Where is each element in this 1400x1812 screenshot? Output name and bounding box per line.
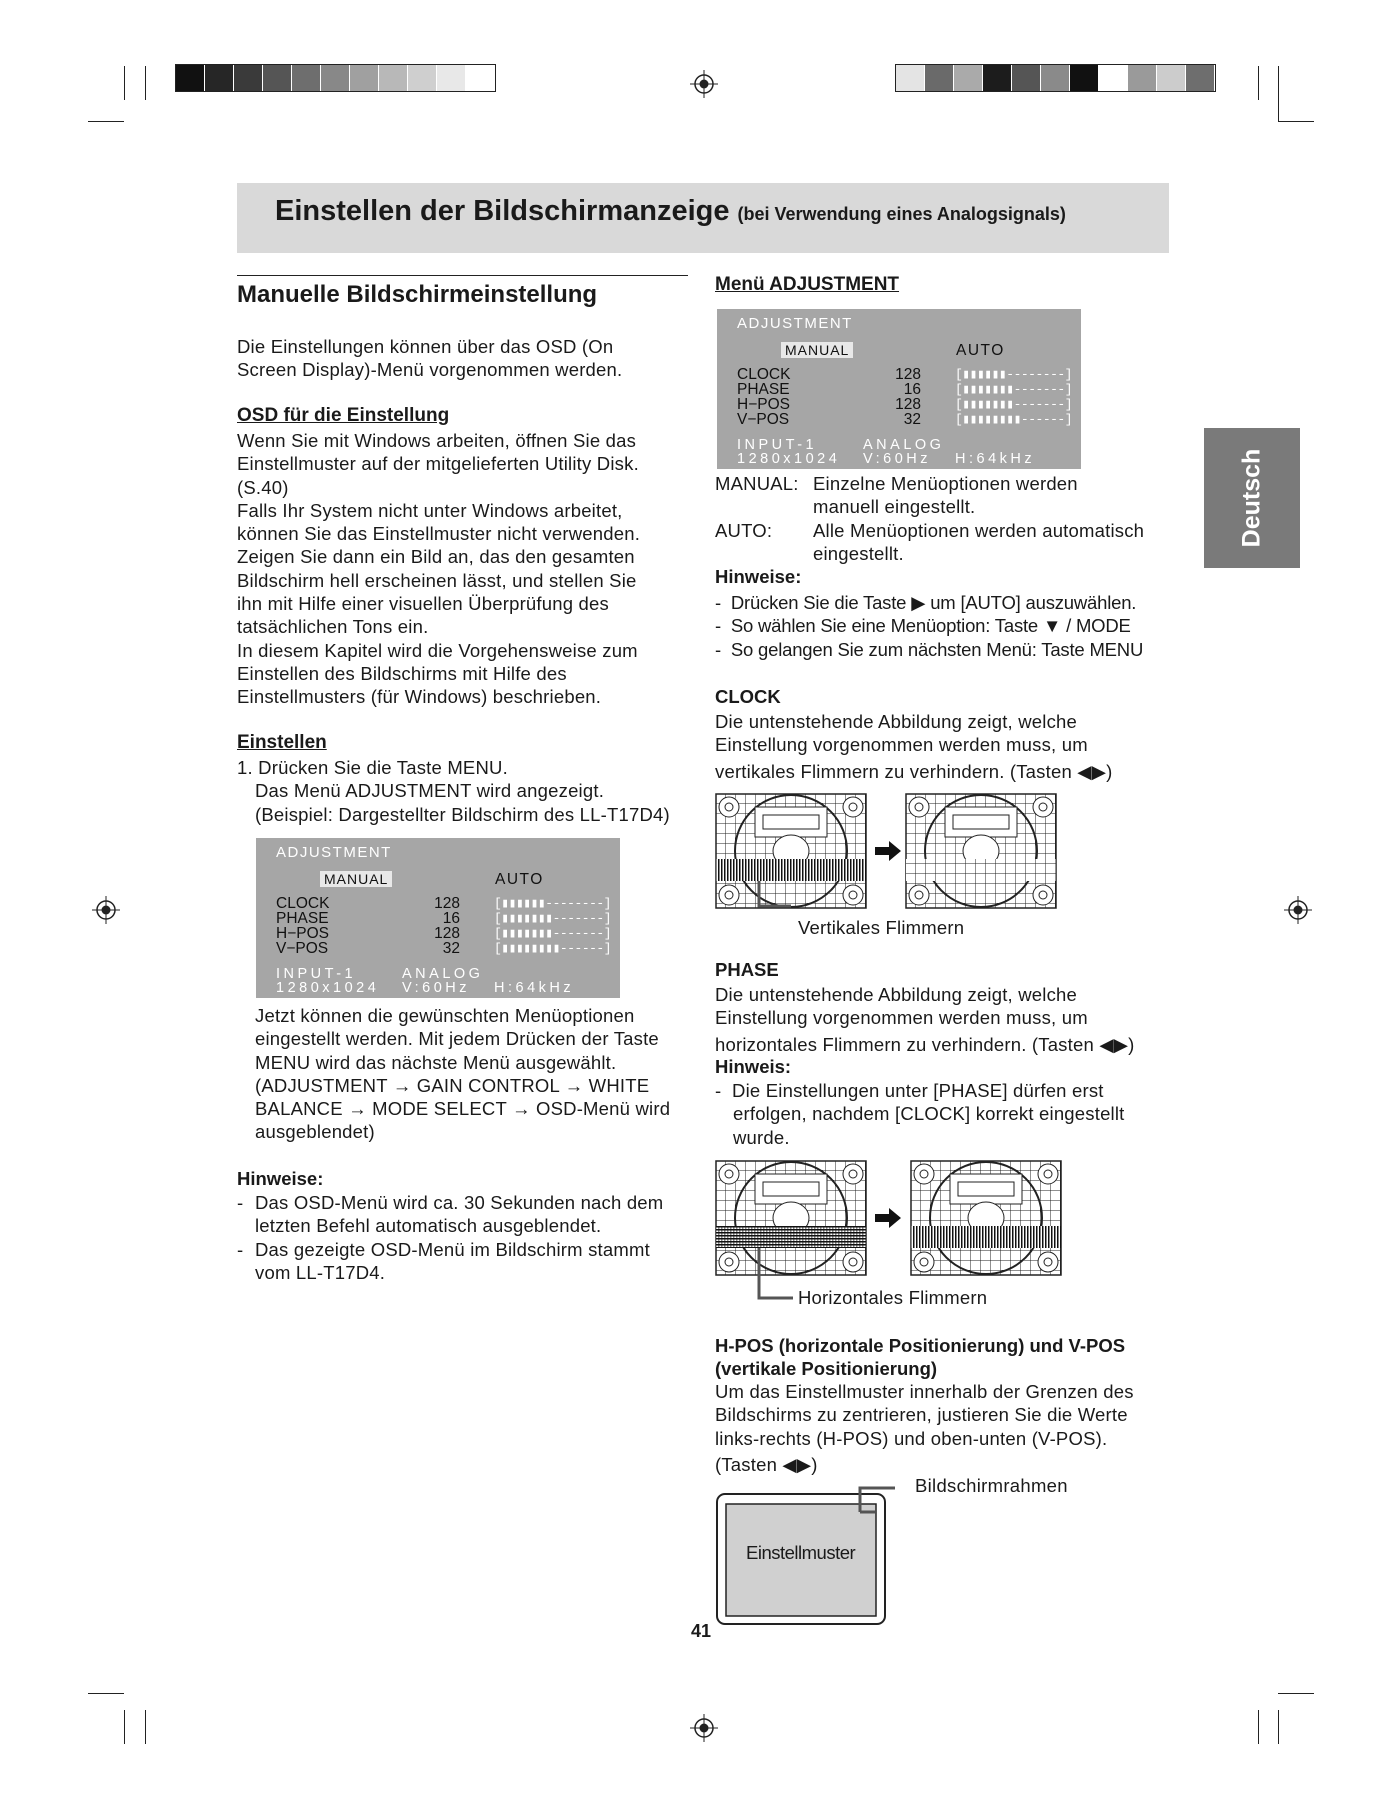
menu-adjustment-heading: Menü ADJUSTMENT (715, 274, 900, 295)
page-title: Einstellen der Bildschirmanzeige (bei Verwendung eines Analogsignals) (275, 195, 1066, 227)
registration-mark-icon (690, 1714, 718, 1742)
hpos-text: Um das Einstellmuster innerhalb der Grenzen des Bildschirms zu zentrieren, justieren Sie die Werte links-rechts (H-POS) und oben-unten (V-POS). (Tasten ◀▶) (715, 1381, 1134, 1475)
osd-menu-screenshot: ADJUSTMENT MANUAL AUTO CLOCK PHASE H−POS V−POS 128 16 128 32 [▮▮▮▮▮▮--------] [▮▮▮▮▮▮▮-------] [▮▮▮▮▮▮▮-------] [▮▮▮▮▮▮▮▮------] INPUT-1 ANALOG 1280x1024 V:60Hz H:64kHz (717, 309, 1081, 469)
color-swatch (1157, 65, 1186, 91)
color-swatch (896, 65, 925, 91)
registration-mark-icon (1284, 896, 1312, 924)
page-subtitle: (bei Verwendung eines Analogsignals) (737, 204, 1066, 224)
step-1-text: 1. Drücken Sie die Taste MENU. Das Menü ADJUSTMENT wird angezeigt. (Beispiel: Dargestellter Bildschirm des LL-T17D4) (237, 757, 670, 825)
einstellen-heading: Einstellen (237, 732, 327, 753)
intro-text: Die Einstellungen können über das OSD (On Screen Display)-Menü vorgenommen werden. (237, 336, 623, 381)
test-pattern-good (911, 1161, 1061, 1275)
test-pattern-bad (716, 1161, 866, 1275)
frame-label: Bildschirmrahmen (915, 1475, 1068, 1496)
hinweise-heading-right: Hinweise: (715, 566, 802, 587)
color-swatch (292, 65, 321, 91)
color-swatch (408, 65, 437, 91)
test-pattern-bad (716, 794, 866, 908)
phase-hinweis-heading: Hinweis: (715, 1056, 792, 1077)
color-swatch (954, 65, 983, 91)
color-swatch (1099, 65, 1128, 91)
osd-text: Wenn Sie mit Windows arbeiten, öffnen Sie das Einstellmuster auf der mitgelieferten Utility Disk. (S.40) Falls Ihr System nicht unter Windows arbeitet, können Sie das Einstellmuster nicht verwenden. Zeigen Sie dann ein Bild an, das den gesamten Bildschirm hell erscheinen lässt, und stellen Sie ihn mit Hilfe einer visuellen Überprüfung des tatsächlichen Tons ein. In diesem Kapitel wird die Vorgehensweise zum Einstellen des Bildschirms mit Hilfe des Einstellmusters (für Windows) beschrieben. (237, 430, 641, 708)
hinweise-heading: Hinweise: (237, 1168, 324, 1189)
hinweise-list-right: - Drücken Sie die Taste ▶ um [AUTO] auszuwählen. - So wählen Sie eine Menüoption: Taste ▼ / MODE - So gelangen Sie zum nächsten Menü: Taste MENU (715, 592, 1144, 660)
page-title-bar (237, 183, 1169, 253)
down-arrow-icon: ▼ (1042, 615, 1062, 637)
color-swatch (466, 65, 495, 91)
phase-flicker-illustration (715, 1160, 1065, 1278)
color-swatch (1012, 65, 1041, 91)
phase-caption: Horizontales Flimmern (798, 1287, 988, 1308)
phase-heading: PHASE (715, 959, 779, 980)
arrow-icon (875, 1208, 901, 1228)
page-number: 41 (691, 1621, 712, 1641)
left-right-arrows-icon: ◀▶ (782, 1453, 812, 1475)
color-swatch (321, 65, 350, 91)
registration-mark-icon (690, 70, 718, 98)
color-swatch (379, 65, 408, 91)
color-swatch (263, 65, 292, 91)
clock-text: Die untenstehende Abbildung zeigt, welche Einstellung vorgenommen werden muss, um vertikales Flimmern zu verhindern. (Tasten ◀▶) (715, 711, 1113, 782)
clock-heading: CLOCK (715, 686, 781, 707)
phase-hinweis-text: - Die Einstellungen unter [PHASE] dürfen erst erfolgen, nachdem [CLOCK] korrekt eingestellt wurde. (715, 1080, 1125, 1148)
color-bar-right (895, 64, 1216, 92)
color-swatch (1186, 65, 1215, 91)
clock-caption: Vertikales Flimmern (798, 917, 965, 938)
color-bar-left (175, 64, 496, 92)
test-pattern-good (906, 794, 1056, 908)
hinweise-list: - Das OSD-Menü wird ca. 30 Sekunden nach dem letzten Befehl automatisch ausgeblendet. - Das gezeigte OSD-Menü im Bildschirm stammt vom LL-T17D4. (237, 1192, 664, 1283)
mode-definitions: MANUAL: Einzelne Menüoptionen werden manuell eingestellt. AUTO: Alle Menüoptionen werden automatisch eingestellt. (715, 473, 1145, 564)
color-swatch (205, 65, 234, 91)
color-swatch (350, 65, 379, 91)
pattern-label: Einstellmuster (746, 1542, 856, 1563)
color-swatch (983, 65, 1012, 91)
osd-heading: OSD für die Einstellung (237, 405, 450, 426)
color-swatch (437, 65, 466, 91)
color-swatch (925, 65, 954, 91)
registration-mark-icon (92, 896, 120, 924)
color-swatch (1128, 65, 1157, 91)
color-swatch (234, 65, 263, 91)
color-swatch (176, 65, 205, 91)
caption-leader (757, 1276, 797, 1304)
osd-menu-screenshot: ADJUSTMENT MANUAL AUTO CLOCK PHASE H−POS V−POS 128 16 128 32 [▮▮▮▮▮▮--------] [▮▮▮▮▮▮▮-------] [▮▮▮▮▮▮▮-------] [▮▮▮▮▮▮▮▮------] INPUT-1 ANALOG 1280x1024 V:60Hz H:64kHz (256, 838, 620, 998)
clock-flicker-illustration (715, 793, 1065, 911)
section-heading: Manuelle Bildschirmeinstellung (237, 281, 598, 308)
language-tab: Deutsch (1204, 428, 1300, 568)
color-swatch (1041, 65, 1070, 91)
menu-cycle-text: Jetzt können die gewünschten Menüoptionen eingestellt werden. Mit jedem Drücken der Taste MENU wird das nächste Menü ausgewählt. (ADJUSTMENT → GAIN CONTROL → WHITE BALANCE → MODE SELECT → OSD-Menü wird ausgeblendet) (255, 1005, 671, 1143)
phase-text: Die untenstehende Abbildung zeigt, welche Einstellung vorgenommen werden muss, um horizontales Flimmern zu verhindern. (Tasten ◀▶) (715, 984, 1135, 1055)
right-arrow-icon: ▶ (911, 592, 926, 613)
color-swatch (1070, 65, 1099, 91)
left-right-arrows-icon: ◀▶ (1077, 760, 1107, 782)
hpos-heading: H-POS (horizontale Positionierung) und V-POS (vertikale Positionierung) (715, 1335, 1126, 1379)
arrow-icon (875, 841, 901, 861)
left-right-arrows-icon: ◀▶ (1099, 1033, 1129, 1055)
